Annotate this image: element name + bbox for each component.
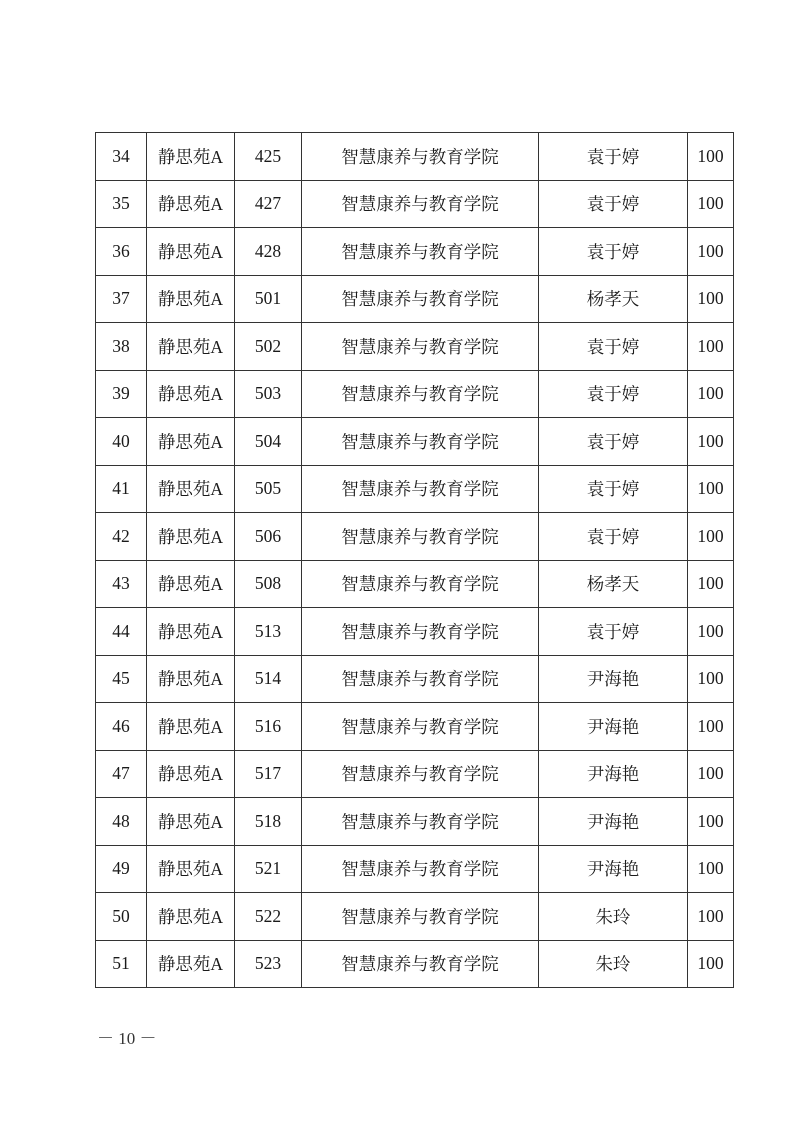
cell-room-number: 522 bbox=[235, 893, 302, 941]
cell-college: 智慧康养与教育学院 bbox=[302, 323, 539, 371]
cell-college: 智慧康养与教育学院 bbox=[302, 133, 539, 181]
cell-score: 100 bbox=[688, 133, 734, 181]
cell-row-number: 39 bbox=[96, 370, 147, 418]
cell-person-in-charge: 杨孝天 bbox=[539, 275, 688, 323]
table-row bbox=[96, 418, 734, 466]
cell-room-number: 505 bbox=[235, 465, 302, 513]
cell-college: 智慧康养与教育学院 bbox=[302, 465, 539, 513]
cell-room-number: 521 bbox=[235, 845, 302, 893]
cell-college: 智慧康养与教育学院 bbox=[302, 275, 539, 323]
cell-row-number: 45 bbox=[96, 655, 147, 703]
table-row bbox=[96, 323, 734, 371]
table-row bbox=[96, 750, 734, 798]
cell-building: 静思苑A bbox=[147, 560, 235, 608]
cell-room-number: 518 bbox=[235, 798, 302, 846]
cell-score: 100 bbox=[688, 655, 734, 703]
cell-score: 100 bbox=[688, 323, 734, 371]
cell-building: 静思苑A bbox=[147, 798, 235, 846]
cell-building: 静思苑A bbox=[147, 893, 235, 941]
table-row bbox=[96, 370, 734, 418]
cell-college: 智慧康养与教育学院 bbox=[302, 370, 539, 418]
cell-score: 100 bbox=[688, 940, 734, 988]
cell-row-number: 37 bbox=[96, 275, 147, 323]
cell-room-number: 517 bbox=[235, 750, 302, 798]
cell-college: 智慧康养与教育学院 bbox=[302, 703, 539, 751]
table-row bbox=[96, 133, 734, 181]
cell-college: 智慧康养与教育学院 bbox=[302, 893, 539, 941]
cell-building: 静思苑A bbox=[147, 275, 235, 323]
cell-person-in-charge: 尹海艳 bbox=[539, 655, 688, 703]
cell-college: 智慧康养与教育学院 bbox=[302, 418, 539, 466]
cell-row-number: 49 bbox=[96, 845, 147, 893]
cell-person-in-charge: 袁于婷 bbox=[539, 513, 688, 561]
cell-score: 100 bbox=[688, 418, 734, 466]
cell-room-number: 523 bbox=[235, 940, 302, 988]
cell-college: 智慧康养与教育学院 bbox=[302, 750, 539, 798]
cell-person-in-charge: 袁于婷 bbox=[539, 133, 688, 181]
cell-score: 100 bbox=[688, 845, 734, 893]
cell-person-in-charge: 袁于婷 bbox=[539, 608, 688, 656]
cell-building: 静思苑A bbox=[147, 703, 235, 751]
cell-row-number: 50 bbox=[96, 893, 147, 941]
table-row bbox=[96, 703, 734, 751]
cell-row-number: 47 bbox=[96, 750, 147, 798]
dormitory-score-table-container bbox=[95, 132, 734, 988]
cell-college: 智慧康养与教育学院 bbox=[302, 513, 539, 561]
cell-person-in-charge: 朱玲 bbox=[539, 940, 688, 988]
cell-college: 智慧康养与教育学院 bbox=[302, 180, 539, 228]
cell-row-number: 34 bbox=[96, 133, 147, 181]
cell-score: 100 bbox=[688, 180, 734, 228]
cell-college: 智慧康养与教育学院 bbox=[302, 228, 539, 276]
cell-college: 智慧康养与教育学院 bbox=[302, 608, 539, 656]
cell-row-number: 35 bbox=[96, 180, 147, 228]
page-number: － 10 － bbox=[97, 1029, 157, 1048]
table-row bbox=[96, 798, 734, 846]
cell-person-in-charge: 袁于婷 bbox=[539, 370, 688, 418]
table-row bbox=[96, 228, 734, 276]
cell-building: 静思苑A bbox=[147, 608, 235, 656]
table-row bbox=[96, 655, 734, 703]
cell-row-number: 41 bbox=[96, 465, 147, 513]
cell-building: 静思苑A bbox=[147, 228, 235, 276]
cell-college: 智慧康养与教育学院 bbox=[302, 560, 539, 608]
cell-row-number: 38 bbox=[96, 323, 147, 371]
cell-person-in-charge: 尹海艳 bbox=[539, 703, 688, 751]
table-row bbox=[96, 513, 734, 561]
cell-row-number: 46 bbox=[96, 703, 147, 751]
cell-person-in-charge: 尹海艳 bbox=[539, 750, 688, 798]
cell-row-number: 48 bbox=[96, 798, 147, 846]
cell-row-number: 36 bbox=[96, 228, 147, 276]
cell-room-number: 514 bbox=[235, 655, 302, 703]
cell-score: 100 bbox=[688, 275, 734, 323]
cell-row-number: 43 bbox=[96, 560, 147, 608]
cell-building: 静思苑A bbox=[147, 418, 235, 466]
cell-room-number: 503 bbox=[235, 370, 302, 418]
cell-building: 静思苑A bbox=[147, 465, 235, 513]
cell-college: 智慧康养与教育学院 bbox=[302, 845, 539, 893]
cell-row-number: 42 bbox=[96, 513, 147, 561]
cell-score: 100 bbox=[688, 370, 734, 418]
cell-room-number: 427 bbox=[235, 180, 302, 228]
cell-room-number: 516 bbox=[235, 703, 302, 751]
cell-college: 智慧康养与教育学院 bbox=[302, 655, 539, 703]
cell-building: 静思苑A bbox=[147, 940, 235, 988]
cell-score: 100 bbox=[688, 465, 734, 513]
cell-room-number: 508 bbox=[235, 560, 302, 608]
table-row bbox=[96, 940, 734, 988]
cell-room-number: 513 bbox=[235, 608, 302, 656]
cell-college: 智慧康养与教育学院 bbox=[302, 798, 539, 846]
cell-person-in-charge: 袁于婷 bbox=[539, 180, 688, 228]
cell-building: 静思苑A bbox=[147, 513, 235, 561]
cell-college: 智慧康养与教育学院 bbox=[302, 940, 539, 988]
cell-building: 静思苑A bbox=[147, 845, 235, 893]
cell-building: 静思苑A bbox=[147, 655, 235, 703]
cell-building: 静思苑A bbox=[147, 133, 235, 181]
cell-score: 100 bbox=[688, 513, 734, 561]
cell-row-number: 44 bbox=[96, 608, 147, 656]
table-row bbox=[96, 845, 734, 893]
cell-room-number: 428 bbox=[235, 228, 302, 276]
cell-person-in-charge: 袁于婷 bbox=[539, 323, 688, 371]
cell-score: 100 bbox=[688, 750, 734, 798]
table-row bbox=[96, 465, 734, 513]
cell-score: 100 bbox=[688, 228, 734, 276]
table-row bbox=[96, 608, 734, 656]
cell-score: 100 bbox=[688, 703, 734, 751]
cell-person-in-charge: 杨孝天 bbox=[539, 560, 688, 608]
cell-building: 静思苑A bbox=[147, 323, 235, 371]
cell-person-in-charge: 朱玲 bbox=[539, 893, 688, 941]
dormitory-score-table bbox=[95, 132, 734, 988]
cell-room-number: 502 bbox=[235, 323, 302, 371]
table-row bbox=[96, 560, 734, 608]
table-row bbox=[96, 275, 734, 323]
cell-room-number: 504 bbox=[235, 418, 302, 466]
cell-score: 100 bbox=[688, 560, 734, 608]
cell-person-in-charge: 袁于婷 bbox=[539, 228, 688, 276]
cell-building: 静思苑A bbox=[147, 180, 235, 228]
cell-row-number: 40 bbox=[96, 418, 147, 466]
table-row bbox=[96, 893, 734, 941]
cell-room-number: 425 bbox=[235, 133, 302, 181]
cell-score: 100 bbox=[688, 798, 734, 846]
cell-person-in-charge: 尹海艳 bbox=[539, 845, 688, 893]
cell-person-in-charge: 袁于婷 bbox=[539, 465, 688, 513]
cell-building: 静思苑A bbox=[147, 370, 235, 418]
table-body bbox=[96, 133, 734, 988]
cell-person-in-charge: 袁于婷 bbox=[539, 418, 688, 466]
cell-score: 100 bbox=[688, 608, 734, 656]
cell-room-number: 506 bbox=[235, 513, 302, 561]
cell-score: 100 bbox=[688, 893, 734, 941]
table-row bbox=[96, 180, 734, 228]
cell-room-number: 501 bbox=[235, 275, 302, 323]
cell-row-number: 51 bbox=[96, 940, 147, 988]
cell-building: 静思苑A bbox=[147, 750, 235, 798]
cell-person-in-charge: 尹海艳 bbox=[539, 798, 688, 846]
